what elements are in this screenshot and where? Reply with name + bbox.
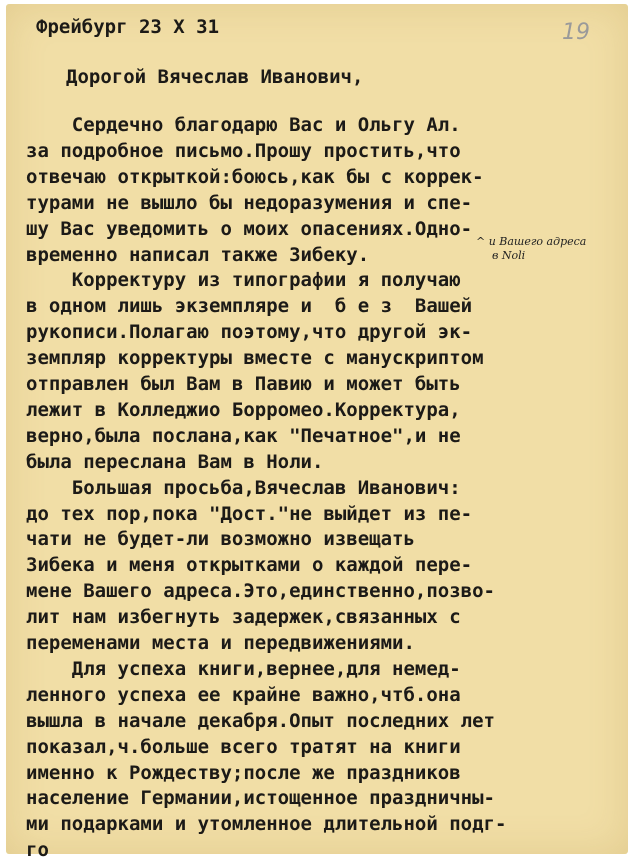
letter-line: ми подарками и утомленное длительной подг- xyxy=(26,813,507,835)
letter-line: верно,была послана,как "Печатное",и не xyxy=(26,425,461,447)
handwritten-note-line-2: в Noli xyxy=(492,249,526,262)
letter-line: Зибека и меня открытками о каждой пере- xyxy=(26,554,473,576)
letter-line: переменами места и передвижениями. xyxy=(26,632,415,654)
letter-line: го xyxy=(26,839,49,861)
letter-header: Фрейбург 23 X 31 xyxy=(36,16,220,38)
letter-line: отправлен был Вам в Павию и может быть xyxy=(26,373,461,395)
handwritten-note-line-1: ^ и Вашего адреса xyxy=(476,235,587,248)
letter-line: Большая просьба,Вячеслав Иванович: xyxy=(26,477,461,499)
page-number: 19 xyxy=(562,20,590,45)
letter-line: земпляр корректуры вместе с манускриптом xyxy=(26,347,484,369)
letter-line: чати не будет-ли возможно извещать xyxy=(26,528,415,550)
letter-line: в одном лишь экземпляре и б е з Вашей xyxy=(26,295,473,317)
letter-line: рукописи.Полагаю поэтому,что другой эк- xyxy=(26,321,473,343)
letter-line: показал,ч.больше всего тратят на книги xyxy=(26,736,461,758)
letter-line: турами не вышло бы недоразумения и спе- xyxy=(26,192,473,214)
letter-line: до тех пор,пока "Дост."не выйдет из пе- xyxy=(26,503,473,525)
letter-line: Корректуру из типографии я получаю xyxy=(26,269,461,291)
letter-line: временно написал также Зибеку. xyxy=(26,244,370,266)
letter-line: отвечаю открыткой:боюсь,как бы с коррек- xyxy=(26,166,484,188)
letter-line: именно к Рождеству;после же праздников xyxy=(26,762,461,784)
letter-line: Для успеха книги,вернее,для немед- xyxy=(26,658,461,680)
letter-line: население Германии,истощенное праздничны- xyxy=(26,787,495,809)
letter-line: вышла в начале декабря.Опыт последних лет xyxy=(26,710,495,732)
letter-line: мене Вашего адреса.Это,единственно,позво- xyxy=(26,580,495,602)
postcard-sheet xyxy=(6,4,628,861)
letter-line: шу Вас уведомить о моих опасениях.Одно- xyxy=(26,218,473,240)
letter-line: лежит в Колледжио Борромео.Корректура, xyxy=(26,399,461,421)
letter-line: была переслана Вам в Ноли. xyxy=(26,451,324,473)
letter-line: за подробное письмо.Прошу простить,что xyxy=(26,140,461,162)
letter-line: лит нам избегнуть задержек,связанных с xyxy=(26,606,461,628)
letter-line: ленного успеха ее крайне важно,чтб.она xyxy=(26,684,461,706)
letter-greeting: Дорогой Вячеслав Иванович, xyxy=(66,66,364,88)
letter-line: Сердечно благодарю Вас и Ольгу Ал. xyxy=(26,114,461,136)
